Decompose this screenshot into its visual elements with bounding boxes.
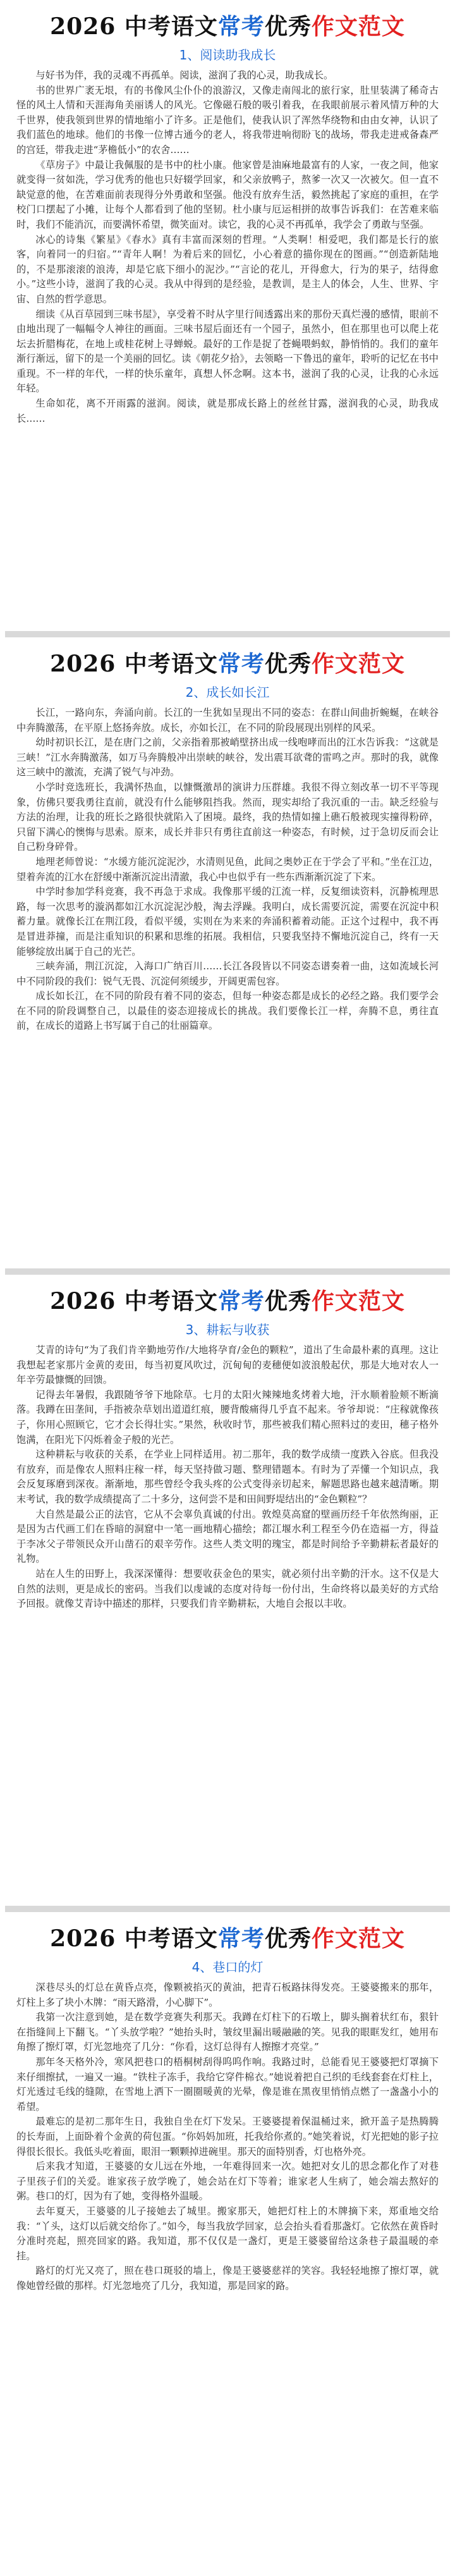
essay-paragraph: 地理老师曾说：“水缓方能沉淀泥沙，水清则见鱼，此间之奥妙正在于学会了平和。”坐在江边，望着奔流的江水在舒缓中渐渐沉淀出清澈，我心中也似乎有一些东西渐渐沉淀了下来。	[16, 856, 439, 883]
essay-paragraph: 我第一次注意到她，是在数学竞赛失利那天。我蹲在灯柱下的石墩上，脚头搁着状红布，狠针在指缝间上下翻飞。“丫头放学啦？”她抬头时，皱纹里漏出暖融融的笑。见我的眼眶发红，她用布角擦了擦灯罩，灯光忽地亮了几分：“你看，这灯总得有人擦擦才亮堂。”	[16, 2011, 439, 2053]
banner-part-4: 作文范文	[311, 13, 405, 40]
essay-paragraph: 路灯的灯光又亮了，照在巷口斑驳的墙上，像是王婆婆慈祥的笑容。我轻轻地擦了擦灯罩，就像她曾经做的那样。灯光忽地亮了几分，我知道，那是回家的路。	[16, 2265, 439, 2291]
banner-year: 2026	[50, 1288, 116, 1315]
banner-part-4: 作文范文	[311, 1925, 405, 1952]
essay-paragraph: 长江，一路向东，奔涌向前。长江的一生犹如呈现出不同的姿态：在群山间曲折蜿蜒，在峡谷中奔腾激荡，在平原上悠扬奔放。成长，亦如长江，在不同的阶段展现出别样的风采。	[16, 707, 439, 733]
banner-part-2: 常考	[217, 1288, 265, 1315]
banner-part-3: 优秀	[264, 13, 312, 40]
essay-section-1	[5, 0, 450, 637]
essay-title: 1、阅读助我成长	[179, 47, 276, 63]
banner-part-3: 优秀	[264, 1288, 312, 1315]
banner-title	[16, 11, 439, 42]
essay-paragraph: 小学时竞选班长，我满怀热血，以慷慨激昂的演讲力压群雄。我很不得立刻改革一切不平等现象，仿佛只要我勇往直前，就没有什么能够阻挡我。然而，现实却给了我沉重的一击。缺乏经验与方法的治理，让我的班长之路很快就陷入了困境。最终，我的热情如撞上礁石般被现实撞得粉碎，只留下满心的懊悔与思索。原来，成长并非只有勇往直前这一种姿态，有时候，过于急切反而会让自己粉身碎骨。	[16, 781, 439, 853]
essay-title: 2、成长如长江	[185, 685, 270, 700]
essay-paragraph: 生命如花，离不开雨露的滋润。阅读，就是那成长路上的丝丝甘露，滋润我的心灵，助我成长……	[16, 398, 439, 424]
banner-part-3: 优秀	[264, 651, 312, 677]
banner-part-4: 作文范文	[311, 651, 405, 677]
banner-part-4: 作文范文	[311, 1288, 405, 1315]
essay-section-4	[5, 1912, 450, 2549]
essay-body	[16, 1343, 439, 1612]
essay-paragraph: 三峡奔涌，荆江沉淀，入海口广纳百川……长江各段皆以不同姿态谱奏着一曲，这如流域长河中不同阶段的我们：锐气无畏、沉淀何须缓步，开阔更需包容。	[16, 960, 439, 987]
essay-paragraph: 后来我才知道，王婆婆的女儿远在外地，一年难得回来一次。她把对女儿的思念都化作了对巷子里孩子们的关爱。谁家孩子放学晚了，她会站在灯下等着；谁家老人生病了，她会端去熬好的粥。巷口的灯，因为有了她，变得格外温暖。	[16, 2161, 439, 2202]
essay-paragraph: 《草房子》中最让我佩服的是书中的杜小康。他家曾是油麻地最富有的人家，一夜之间，他家就变得一贫如洗，学习优秀的他也只好辍学回家，和父亲放鸭子，熬爹一次又一次被欠。但一直不缺觉意的他，在苦难面前表现得分外勇敢和坚强。他没有放弃生活，毅然挑起了家庭的重担，在学校门口摆起了小摊，让每个人都看到了他的坚韧。杜小康与厄运相拼的故事告诉我们：在苦难来临时，我们不能消沉，而要满怀希望，微笑面对。读它，我的心灵不再孤单，我学会了勇敢与坚强。	[16, 159, 439, 230]
essay-body	[16, 68, 439, 426]
banner-title	[16, 649, 439, 679]
essay-paragraph: 成长如长江，在不同的阶段有着不同的姿态，但每一种姿态都是成长的必经之路。我们要学会在不同的阶段调整自己，以最佳的姿态迎接成长的挑战。我们要像长江一样，奔腾不息，勇往直前，在成长的道路上书写属于自己的壮丽篇章。	[16, 990, 439, 1032]
banner-part-1: 中考语文	[124, 13, 218, 40]
banner-part-2: 常考	[217, 651, 265, 677]
essay-section-3	[5, 1275, 450, 1912]
essay-paragraph: 最难忘的是初二那年生日，我独自坐在灯下发呆。王婆婆提着保温桶过来，掀开盖子是热腾腾的长寿面，上面卧着个金黄的荷包蛋。“你妈妈加班，托我给你煮的。”她笑着说，灯光把她的影子拉得很长很长。我低头吃着面，眼泪一颗颗掉进碗里。那天的面特别香，灯也格外亮。	[16, 2116, 439, 2157]
essay-body	[16, 706, 439, 1034]
banner-year: 2026	[50, 1925, 116, 1952]
banner-part-2: 常考	[217, 1925, 265, 1952]
essay-paragraph: 艾青的诗句“为了我们肯辛勤地劳作/大地将孕育/金色的颗粒”，道出了生命最朴素的真理。这让我想起老家那片金黄的麦田，每当初夏风吹过，沉甸甸的麦穗便如波浪般起伏，那是大地对农人一年辛劳最慷慨的回馈。	[16, 1344, 439, 1386]
essay-paragraph: 大自然是最公正的法官，它从不会辜负真诚的付出。敦煌莫高窟的壁画历经千年依然绚丽，正是因为古代画工们在昏暗的洞窟中一笔一画地精心描绘；都江堰水利工程至今仍在造福一方，得益于李冰父子带领民众开山凿石的艰辛劳作。这些人类文明的瑰宝，都是时间给予辛勤耕耘者最好的礼物。	[16, 1508, 439, 1565]
essay-paragraph: 幼时初识长江，是在唐门之前，父亲指着那被峭壁挤出成一线咆哮而出的江水告诉我：“这就是三峡！”江水奔腾激荡，如万马奔腾般冲出崇峡的峡谷，发出震耳欲聋的雷鸣之声。那时的我，就像这三峡中的激流，充满了锐气与冲劲。	[16, 737, 439, 778]
banner-part-1: 中考语文	[124, 1925, 218, 1952]
banner-part-2: 常考	[217, 13, 265, 40]
banner-part-1: 中考语文	[124, 1288, 218, 1315]
essay-paragraph: 与好书为伴，我的灵魂不再孤单。阅读，滋润了我的心灵，助我成长。	[35, 70, 334, 81]
essay-paragraph: 去年夏天，王婆婆的儿子接她去了城里。搬家那天，她把灯柱上的木牌摘下来，郑重地交给我：“丫头，这灯以后就交给你了。”如今，每当我放学回家，总会抬头看看那盏灯。它依然在黄昏时分准时亮起，照亮回家的路。我知道，那不仅仅是一盏灯，更是王婆婆留给这条巷子最温暖的牵挂。	[16, 2205, 439, 2262]
essay-paragraph: 中学时参加学科竞赛，我不再急于求成。我像那平缓的江流一样，反复细读资料，沉静梳理思路，每一次思考的漩涡都如江水沉淀泥沙般，淘去浮躁。我明白，成长需要沉淀，需要在沉淀中积蓄力量。就像长江在荆江段，看似平缓，实则在为来来的奔涌积蓄着动能。正这个过程中，我不再是冒进莽撞，而是注重知识的积累和思维的拓展。我相信，只要我坚持不懈地沉淀自己，终有一天能够绽放出属于自己的光芒。	[16, 886, 439, 957]
banner-year: 2026	[50, 651, 116, 677]
banner-part-3: 优秀	[264, 1925, 312, 1952]
essay-body	[16, 1980, 439, 2293]
essay-paragraph: 深巷尽头的灯总在黄昏点亮，像颗被掐灭的黄油，把青石板路抹得发亮。王婆婆搬来的那年，灯柱上多了块小木牌：“雨天路滑，小心脚下”。	[16, 1982, 439, 2008]
essay-paragraph: 这种耕耘与收获的关系，在学业上同样适用。初二那年，我的数学成绩一度跌入谷底。但我没有放弃，而是像农人照料庄稼一样，每天坚持做习题、整理错题本。有时为了弄懂一个知识点，我会反复琢磨到深夜。渐渐地，那些曾经令我头疼的公式变得亲切起来，解题思路也越来越清晰。期末考试，我的数学成绩提高了二十多分，这何尝不是和田间野堤结出的“金色颗粒”？	[16, 1449, 439, 1505]
essay-paragraph: 细读《从百草园到三味书屋》，享受着不时从字里行间透露出来的那份天真烂漫的感情，眼前不由地出现了一幅幅令人神往的画面。三味书屋后面还有一个园子，虽然小，但在那里也可以爬上花坛去折腊梅花，在地上或桂花树上寻蝉蜕。最好的工作是捉了苍蝇喂蚂蚁，静悄悄的。我们的童年渐行渐远，留下的是一个美丽的回忆。读《朝花夕拾》，去领略一下鲁迅的童年，聆听的记忆在书中重现。不一样的年代，一样的快乐童年，真想人怀念啊。这本书，滋润了我的心灵，让我的心永远年轻。	[16, 308, 439, 395]
banner-year: 2026	[50, 13, 116, 40]
essay-paragraph: 冰心的诗集《繁星》《春水》真有丰富而深刻的哲理。“人类啊！相爱吧，我们都是长行的旅客，向着同一的归宿。”“青年人啊！为着后来的回忆，小心着意的描你现在的图画。”“创造新陆地的，不是那滚滚的浪涛，却是它底下细小的泥沙。”“言论的花儿，开得愈大，行为的果子，结得愈小。”这些小诗，滋润了我的心灵。我从中得到的是经验，是教训，是主人的体会，人生、世界、宇宙、自然的哲学意思。	[16, 233, 439, 305]
essay-paragraph: 站在人生的田野上，我深深懂得：想要收获金色的果实，就必须付出辛勤的汗水。这不仅是大自然的法则，更是成长的密码。当我们以虔诚的态度对待每一份付出，生命终将以最美好的方式给予回报。就像艾青诗中描述的那样，只要我们肯辛勤耕耘，大地自会报以丰收。	[16, 1567, 439, 1610]
essay-paragraph: 记得去年暑假，我跟随爷爷下地除草。七月的太阳火辣辣地炙烤着大地，汗水顺着脸颊不断滴落。我蹲在田垄间，手指被杂草划出道道红痕，腰背酸痛得几乎直不起来。爷爷却说：“庄稼就像孩子，你用心照顾它，它才会长得壮实。”果然，秋收时节，那些被我们精心照料过的麦田，穗子格外饱满，在阳光下闪烁着金子般的光芒。	[16, 1389, 439, 1445]
essay-paragraph: 那年冬天格外冷，寒风把巷口的梧桐树刮得呜呜作响。我路过时，总能看见王婆婆把灯罩摘下来仔细擦拭，一遍又一遍。“铁柱子冻手，我给它穿件棉衣。”她说着把自己织的毛线套套在灯柱上，灯光透过毛线的缝隙，在雪地上洒下一圈圈暖黄的光晕，像是谁在黑夜里悄悄点燃了一盏盏小小的希望。	[16, 2056, 439, 2113]
banner-title	[16, 1923, 439, 1954]
essay-title: 4、巷口的灯	[191, 1960, 264, 1975]
essay-section-2	[5, 637, 450, 1275]
banner-part-1: 中考语文	[124, 651, 218, 677]
essay-title: 3、耕耘与收获	[185, 1322, 270, 1337]
banner-title	[16, 1286, 439, 1316]
essay-paragraph: 书的世界广袤无垠，有的书像风尘仆仆的浪游汉，又像走南闯北的旅行家，肚里装满了稀奇古怪的风土人情和天涯海角美丽诱人的风光。它像磁石般的吸引着我，在我眼前展示着风情万种的大千世界，使我领到世界的情地缩小了许多。正是他们，使我认识了浑然华绕物和由由女神，认识了我们蓝色的地球。他们的书像一位博古通今的老人，将我带进响彻盼飞的战场，带我走进戒备森严的宫廷，带我走进“茅檐低小”的农舍……	[16, 84, 439, 156]
